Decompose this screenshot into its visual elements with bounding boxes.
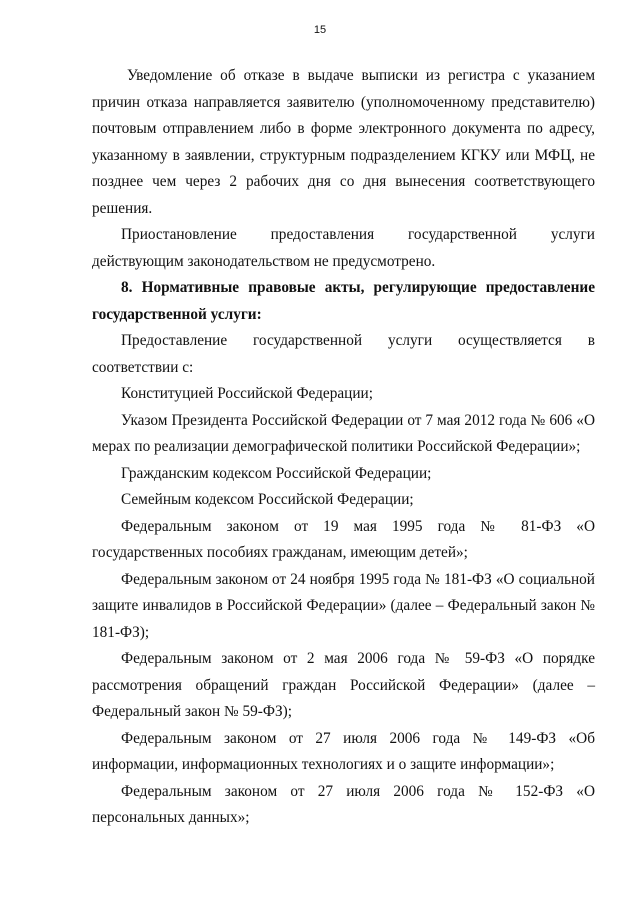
list-item-law-181-fz: Федеральным законом от 24 ноября 1995 года № 181-ФЗ «О социальной защите инвалидов в Российской Федерации» (далее – Федеральный закон № 181-ФЗ); xyxy=(92,570,595,641)
paragraph-suspension: Приостановление предоставления государственной услуги действующим законодательством не предусмотрено. xyxy=(92,226,595,270)
list-item-civil-code: Гражданским кодексом Российской Федерации; xyxy=(121,464,432,482)
page-number: 15 xyxy=(313,24,327,36)
list-item-law-152-fz: Федеральным законом от 27 июля 2006 года № 152-ФЗ «О персональных данных»; xyxy=(92,782,595,826)
paragraph-refusal-notice: Уведомление об отказе в выдаче выписки из регистра с указанием причин отказа направляется заявителю (уполномоченному представителю) почтовым отправлением либо в форме электронного документа по адресу, указанному в заявлении, структурным подразделением КГКУ или МФЦ, не позднее чем через 2 рабочих дня со дня вынесения соответствующего решения. xyxy=(92,67,595,217)
paragraph-legal-basis-intro: Предоставление государственной услуги осуществляется в соответствии с: xyxy=(92,332,595,376)
list-item-presidential-decree: Указом Президента Российской Федерации от 7 мая 2012 года № 606 «О мерах по реализации демографической политики Российской Федерации»; xyxy=(92,411,595,455)
list-item-law-149-fz: Федеральным законом от 27 июля 2006 года № 149-ФЗ «Об информации, информационных технологиях и о защите информации»; xyxy=(92,729,595,773)
section-heading-8: 8. Нормативные правовые акты, регулирующие предоставление государственной услуги: xyxy=(92,279,595,323)
document-body xyxy=(92,63,595,832)
list-item-constitution: Конституцией Российской Федерации; xyxy=(121,385,373,402)
list-item-law-59-fz: Федеральным законом от 2 мая 2006 года № 59-ФЗ «О порядке рассмотрения обращений граждан Российской Федерации» (далее – Федеральный закон № 59-ФЗ); xyxy=(92,650,595,720)
list-item-family-code: Семейным кодексом Российской Федерации; xyxy=(121,491,414,508)
list-item-law-81-fz: Федеральным законом от 19 мая 1995 года № 81-ФЗ «О государственных пособиях гражданам, имеющим детей»; xyxy=(92,517,595,561)
